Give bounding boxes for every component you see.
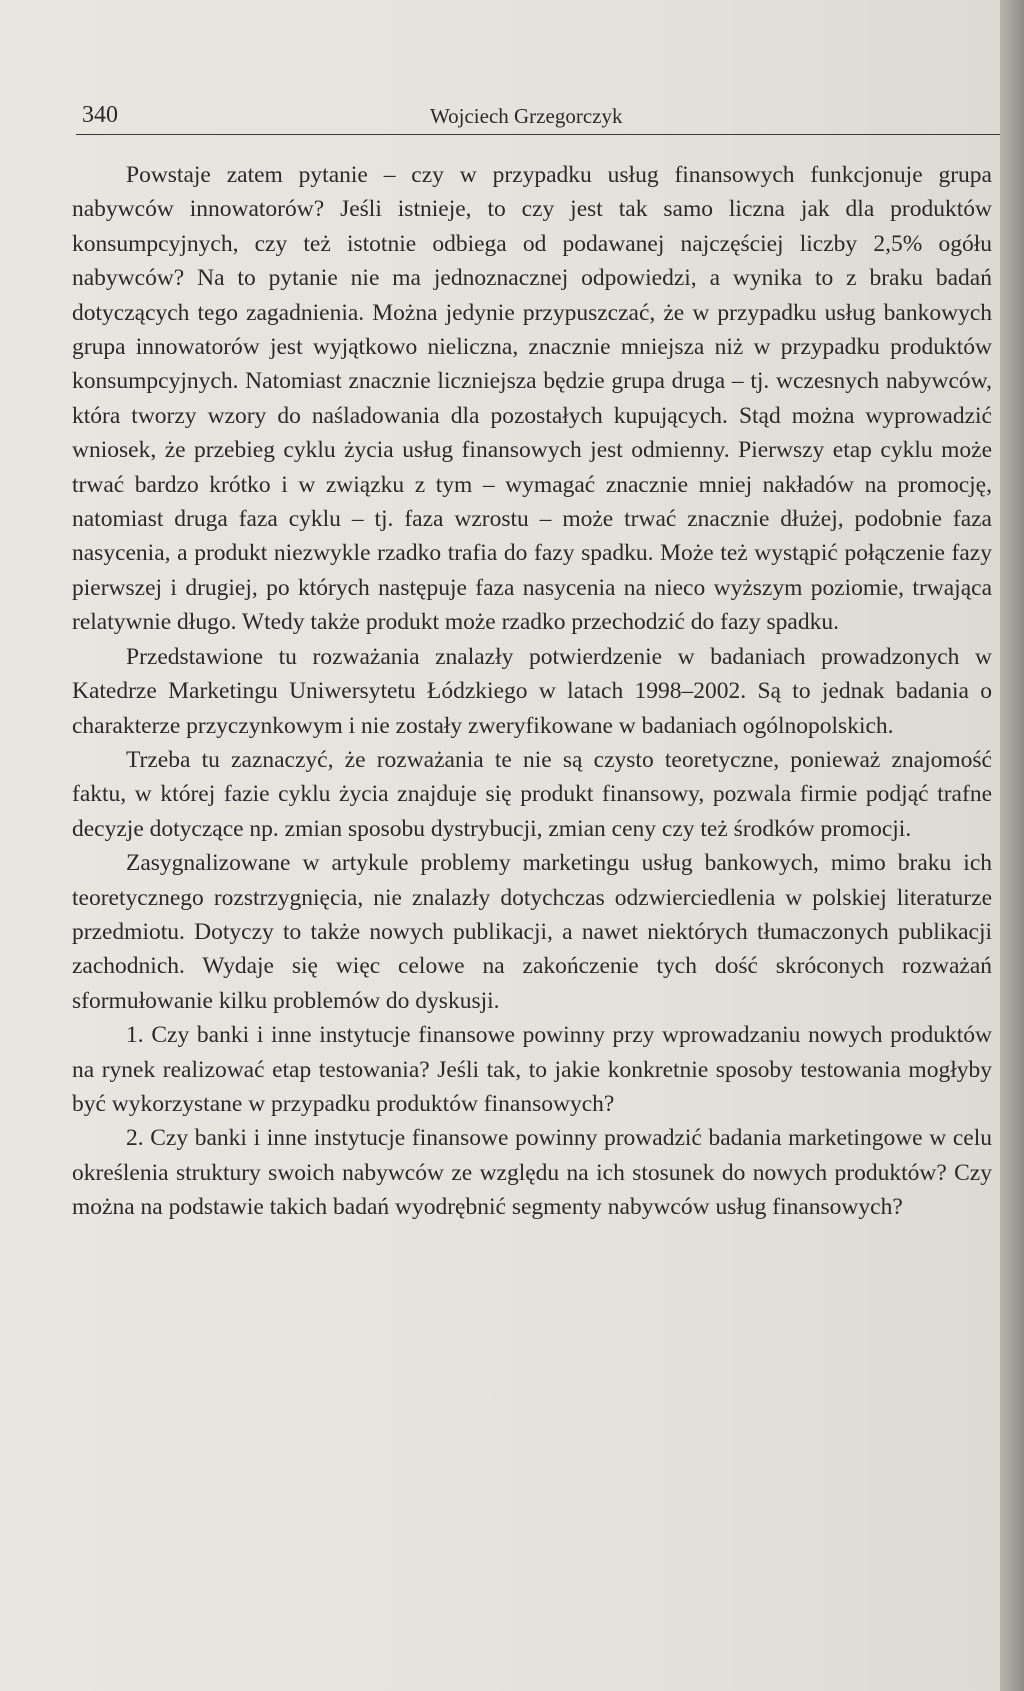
paragraph-discussion: Zasygnalizowane w artykule problemy marketingu usług bankowych, mimo braku ich teoretycznego rozstrzygnięcia, nie znalazły dotychczas odzwierciedlenia w polskiej literaturze przedmiotu. Dotyczy to także nowych publikacji, a nawet niektórych tłumaczonych publikacji zachodnich. Wydaje się więc celowe na zakończenie tych dość skróconych rozważań sformułowanie kilku problemów do dyskusji.: [72, 850, 992, 1014]
running-head: Wojciech Grzegorczyk: [430, 104, 623, 128]
paragraph-innovators: Powstaje zatem pytanie – czy w przypadku usług finansowych funkcjonuje grupa nabywców innowatorów? Jeśli istnieje, to czy jest tak samo liczna jak dla produktów konsumpcyjnych, czy też istotnie odbiega od podawanej najczęściej liczby 2,5% ogółu nabywców? Na to pytanie nie ma jednoznacznej odpowiedzi, a wynika to z braku badań dotyczących tego zagadnienia. Można jedynie przypuszczać, że w przypadku usług bankowych grupa innowatorów jest wyjątkowo nieliczna, znacznie mniejsza niż w przypadku produktów konsumpcyjnych. Natomiast znacznie liczniejsza będzie grupa druga – tj. wczesnych nabywców, która tworzy wzory do naśladowania dla pozostałych kupujących. Stąd można wyprowadzić wniosek, że przebieg cyklu życia usług finansowych jest odmienny. Pierwszy etap cyklu może trwać bardzo krótko i w związku z tym – wymagać znacznie mniej nakładów na promocję, natomiast druga faza cyklu – tj. faza wzrostu – może trwać znacznie dłużej, podobnie faza nasycenia, a produkt niezwykle rzadko trafia do fazy spadku. Może też wystąpić połączenie fazy pierwszej i drugiej, po których następuje faza nasycenia na nieco wyższym poziomie, trwająca relatywnie długo. Wtedy także produkt może rzadko przechodzić do fazy spadku.: [72, 162, 992, 636]
header-rule: [76, 134, 1020, 135]
paragraph-research: Przedstawione tu rozważania znalazły potwierdzenie w badaniach prowadzonych w Katedrze Marketingu Uniwersytetu Łódzkiego w latach 1998–2002. Są to jednak badania o charakterze przyczynkowym i nie zostały zweryfikowane w badaniach ogólnopolskich.: [72, 643, 992, 739]
body-text: [72, 158, 992, 1225]
page-number: 340: [82, 102, 118, 128]
page-header: [82, 100, 1022, 136]
paragraph-question-2: 2. Czy banki i inne instytucje finansowe powinny prowadzić badania marketingowe w celu określenia struktury swoich nabywców ze względu na ich stosunek do nowych produktów? Czy można na podstawie takich badań wyodrębnić segmenty nabywców usług finansowych?: [72, 1125, 992, 1221]
page-edge: [1000, 0, 1024, 1691]
paragraph-question-1: 1. Czy banki i inne instytucje finansowe powinny przy wprowadzaniu nowych produktów na rynek realizować etap testowania? Jeśli tak, to jakie konkretnie sposoby testowania mogłyby być wykorzystane w przypadku produktów finansowych?: [72, 1022, 992, 1117]
paragraph-practical: Trzeba tu zaznaczyć, że rozważania te nie są czysto teoretyczne, ponieważ znajomość faktu, w której fazie cyklu życia znajduje się produkt finansowy, pozwala firmie podjąć trafne decyzje dotyczące np. zmian sposobu dystrybucji, zmian ceny czy też środków promocji.: [72, 746, 992, 842]
